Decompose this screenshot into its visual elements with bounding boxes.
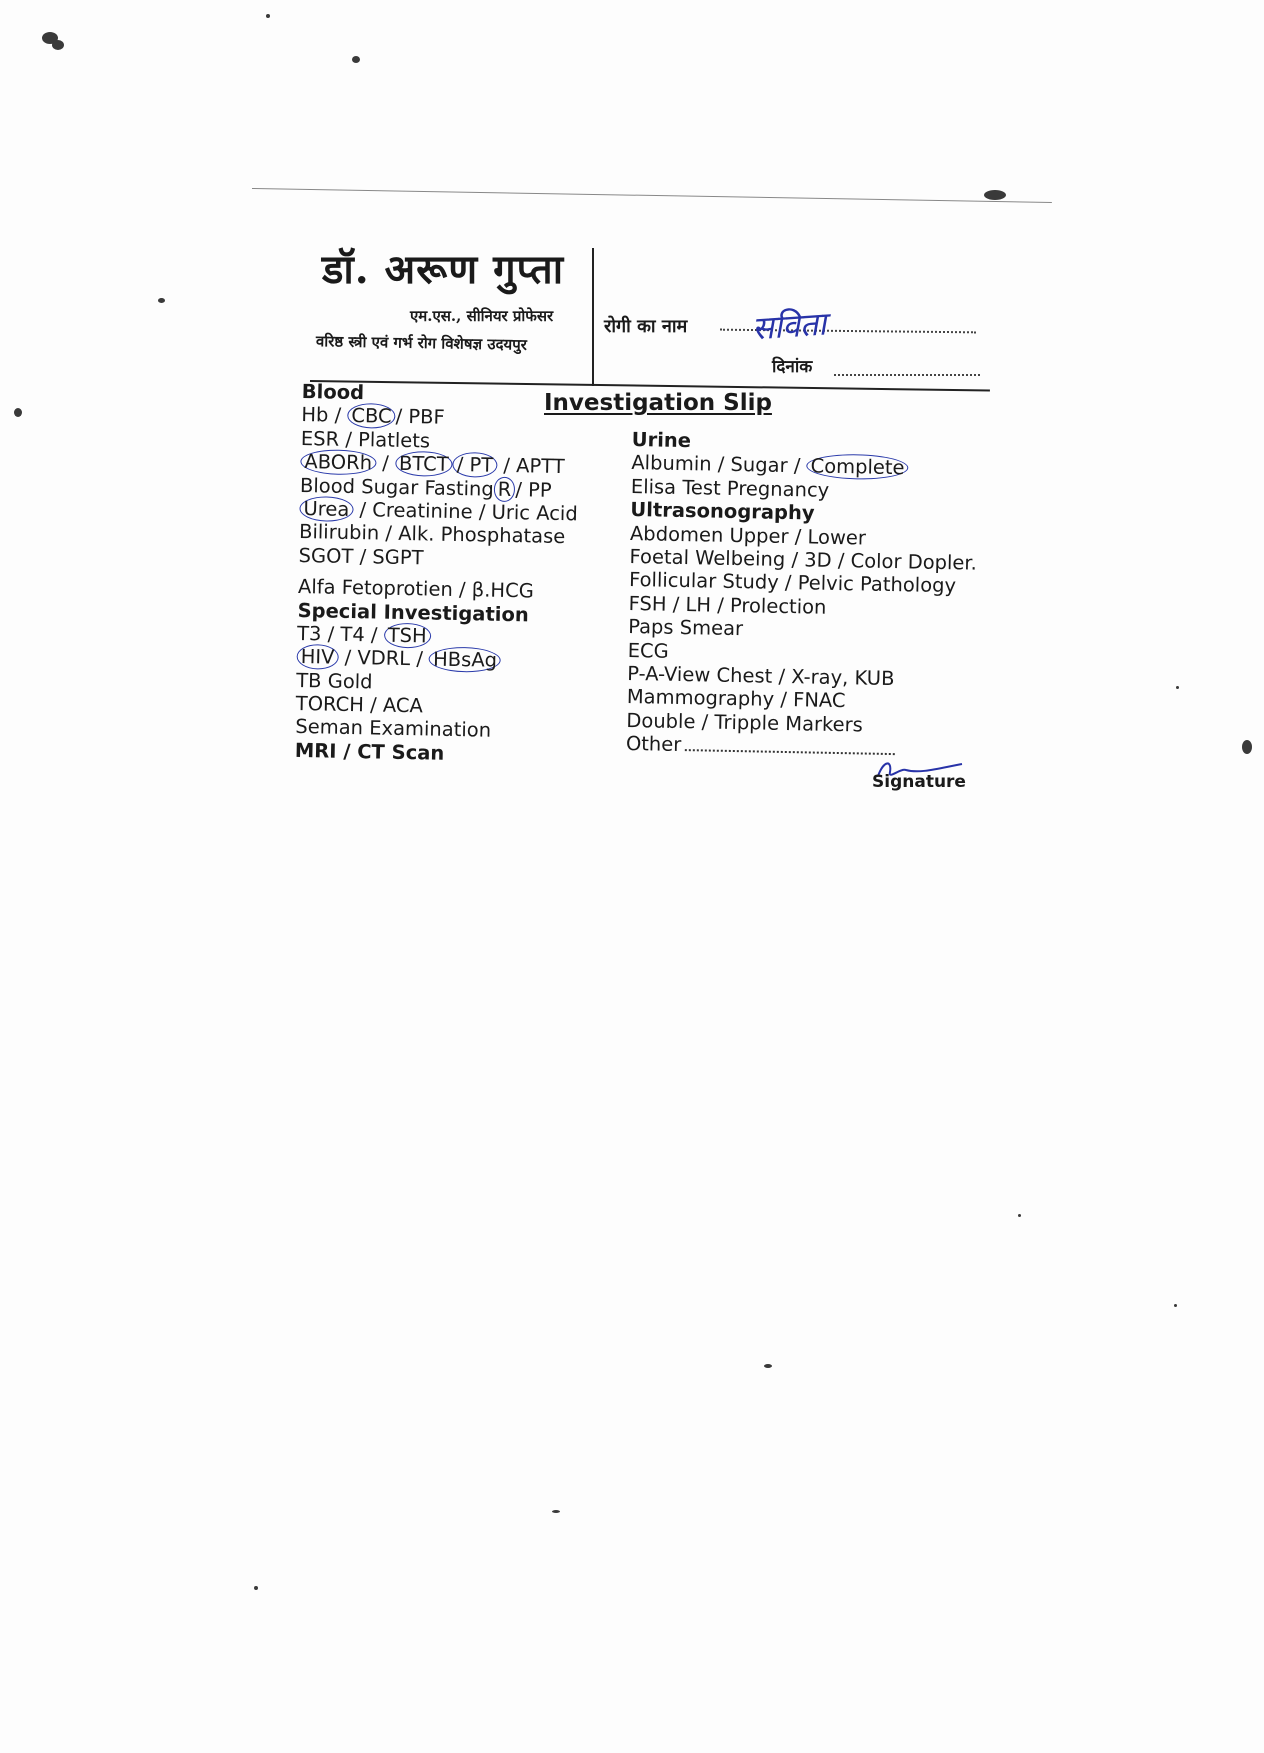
circled-tsh: TSH bbox=[383, 623, 430, 649]
circled-pt: / PT bbox=[452, 452, 497, 478]
list-item: Paps Smear bbox=[627, 615, 744, 641]
scan-speck bbox=[1242, 740, 1252, 754]
list-item: Seman Examination bbox=[295, 715, 492, 743]
scan-speck bbox=[52, 40, 64, 50]
list-item: P-A-View Chest / X-ray, KUB bbox=[627, 661, 895, 690]
circled-urea: Urea bbox=[299, 496, 353, 522]
list-item: ABORh / BTCT / PT / APTT bbox=[300, 450, 579, 479]
list-item: Hb / CBC / PBF bbox=[301, 403, 445, 430]
doctor-specialization: वरिष्ठ स्त्री एवं गर्भ रोग विशेषज्ञ उदयपुर bbox=[315, 332, 528, 354]
list-item: Urea / Creatinine / Uric Acid bbox=[299, 497, 578, 526]
header-divider bbox=[592, 248, 594, 386]
blood-heading: Blood bbox=[301, 380, 365, 405]
ultrasonography-heading: Ultrasonography bbox=[630, 498, 815, 525]
doctor-degree: एम.एस., सीनियर प्रोफेसर bbox=[410, 307, 554, 325]
scan-speck bbox=[158, 298, 165, 303]
list-item: T3 / T4 / TSH bbox=[297, 622, 576, 651]
patient-name-label: रोगी का नाम bbox=[604, 316, 688, 337]
list-item: TB Gold bbox=[296, 668, 373, 694]
list-item: Follicular Study / Pelvic Pathology bbox=[628, 568, 957, 598]
list-item: Abdomen Upper / Lower bbox=[629, 521, 867, 550]
circled-r: R bbox=[494, 476, 516, 501]
list-item: ECG bbox=[627, 638, 670, 663]
signature-label: Signature bbox=[872, 772, 966, 792]
list-item: SGOT / SGPT bbox=[298, 543, 424, 570]
scan-speck bbox=[352, 56, 360, 63]
list-item: Albumin / Sugar / Complete bbox=[631, 451, 979, 481]
scan-speck bbox=[14, 408, 22, 417]
date-line bbox=[834, 374, 980, 376]
scan-speck bbox=[552, 1510, 560, 1513]
list-item: Double / Tripple Markers bbox=[626, 708, 864, 737]
special-investigation-heading: Special Investigation bbox=[297, 598, 529, 626]
scan-speck bbox=[1176, 686, 1179, 689]
list-item: Elisa Test Pregnancy bbox=[630, 474, 830, 502]
list-item: Bilirubin / Alk. Phosphatase bbox=[298, 520, 566, 549]
date-label: दिनांक bbox=[772, 357, 813, 377]
circled-hbsag: HBsAg bbox=[429, 647, 501, 673]
list-item: Mammography / FNAC bbox=[626, 685, 846, 713]
mri-ct-heading: MRI / CT Scan bbox=[294, 738, 445, 765]
urine-heading: Urine bbox=[631, 428, 692, 453]
right-test-column bbox=[626, 428, 980, 762]
circled-aborh: ABORh bbox=[300, 449, 376, 475]
doctor-name: डॉ. अरूण गुप्ता bbox=[322, 246, 565, 293]
circled-cbc: CBC bbox=[347, 403, 396, 429]
scan-speck bbox=[1018, 1214, 1021, 1217]
slip-title: Investigation Slip bbox=[544, 390, 772, 416]
circled-hiv: HIV bbox=[296, 644, 338, 670]
left-test-column bbox=[295, 380, 581, 768]
scan-speck bbox=[764, 1364, 772, 1368]
list-item: FSH / LH / Prolection bbox=[628, 591, 827, 619]
list-item: TORCH / ACA bbox=[295, 692, 424, 718]
list-item: Alfa Fetoprotien / β.HCG bbox=[297, 575, 535, 603]
list-item: Foetal Welbeing / 3D / Color Dopler. bbox=[629, 544, 978, 575]
other-line bbox=[685, 749, 895, 755]
scan-speck bbox=[1174, 1304, 1177, 1307]
list-item: ESR / Platlets bbox=[300, 426, 431, 453]
list-item: Blood Sugar Fasting R / PP bbox=[299, 473, 552, 502]
patient-name-value: सविता bbox=[750, 304, 828, 348]
list-item: Other bbox=[626, 732, 974, 762]
circled-btct: BTCT bbox=[395, 451, 453, 477]
scan-speck bbox=[266, 14, 270, 18]
scan-speck bbox=[254, 1586, 258, 1590]
circled-complete: Complete bbox=[806, 454, 908, 481]
list-item: HIV / VDRL / HBsAg bbox=[296, 645, 575, 674]
